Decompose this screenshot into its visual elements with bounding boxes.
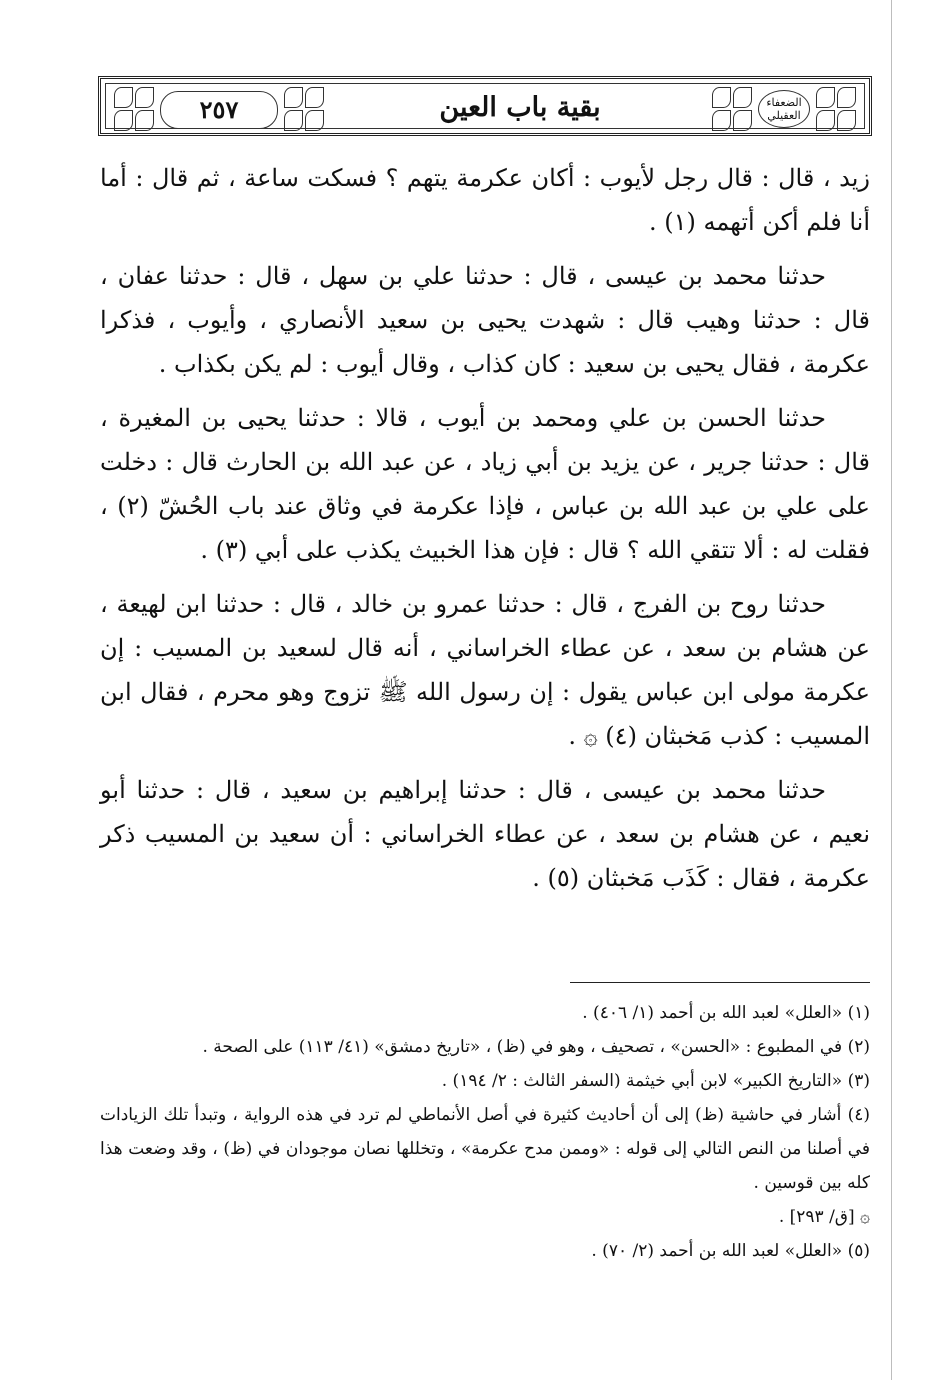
paragraph: حدثنا محمد بن عيسى ، قال : حدثنا إبراهيم بن سعيد ، قال : حدثنا أبو نعيم ، عن هشام بن سعد ، عن عطاء الخراساني : أن سعيد بن المسيب ذكر عكرمة ، فقال : كَذَب مَخبثان (٥) . [100,776,870,892]
book-title-mark: الضعفاء العقيلي [758,90,810,128]
footnote-separator [570,982,870,983]
header-frame [105,83,865,129]
running-title: بقية باب العين [439,92,601,123]
ornament-icon [284,87,324,131]
paragraph: حدثنا الحسن بن علي ومحمد بن أيوب ، قالا : حدثنا يحيى بن المغيرة ، قال : حدثنا جرير ، عن يزيد بن أبي زياد ، عن عبد الله بن الحارث قال : دخلت على علي بن عبد الله بن عباس ، فإذا عكرمة في وثاق عند باب الحُشّ (٢) ، فقلت له : ألا تتقي الله ؟ قال : فإن هذا الخبيث يكذب على أبي (٣) . [100,404,870,564]
footnote: ۞ [ق/ ٢٩٣] . [778,1207,870,1227]
ornament-icon [114,87,154,131]
ornament-icon [712,87,752,131]
footnote: (١) «العلل» لعبد الله بن أحمد (١/ ٤٠٦) . [582,1003,870,1023]
paragraph: حدثنا روح بن الفرج ، قال : حدثنا عمرو بن خالد ، قال : حدثنا ابن لهيعة ، عن هشام بن سعد ، عن عطاء الخراساني ، أنه قال لسعيد بن المسيب : إن عكرمة مولى ابن عباس يقول : إن رسول الله ﷺ تزوج وهو محرم ، فقال ابن المسيب : كذب مَخبثان (٤) ۞ . [100,590,870,750]
page-header [98,76,872,136]
page-number: ٢٥٧ [160,91,278,129]
footnote: (٥) «العلل» لعبد الله بن أحمد (٢/ ٧٠) . [591,1241,870,1261]
footnote: (٢) في المطبوع : «الحسن» ، تصحيف ، وهو في (ظ) ، «تاريخ دمشق» (٤١/ ١١٣) على الصحة . [202,1037,870,1057]
footnote: (٣) «التاريخ الكبير» لابن أبي خيثمة (السفر الثالث : ٢/ ١٩٤) . [441,1071,870,1091]
footnotes [100,996,870,1268]
paragraph: زيد ، قال : قال رجل لأيوب : أكان عكرمة يتهم ؟ فسكت ساعة ، ثم قال : أما أنا فلم أكن أتهمه (١) . [100,164,870,236]
page-gutter-line [891,0,892,1380]
main-text [100,156,870,910]
ornament-icon [816,87,856,131]
paragraph: حدثنا محمد بن عيسى ، قال : حدثنا علي بن سهل ، قال : حدثنا عفان ، قال : حدثنا وهيب قال : شهدت يحيى بن سعيد الأنصاري ، وأيوب ، فذكرا عكرمة ، فقال يحيى بن سعيد : كان كذاب ، وقال أيوب : لم يكن بكذاب . [100,262,870,378]
footnote: (٤) أشار في حاشية (ظ) إلى أن أحاديث كثيرة في أصل الأنماطي لم ترد في هذه الرواية ، وتبدأ تلك الزيادات في أصلنا من النص التالي إلى قوله : «وممن مدح عكرمة» ، وتخللها نصان موجودان في (ظ) ، وقد وضعت هذا كله بين قوسين . [100,1105,870,1193]
